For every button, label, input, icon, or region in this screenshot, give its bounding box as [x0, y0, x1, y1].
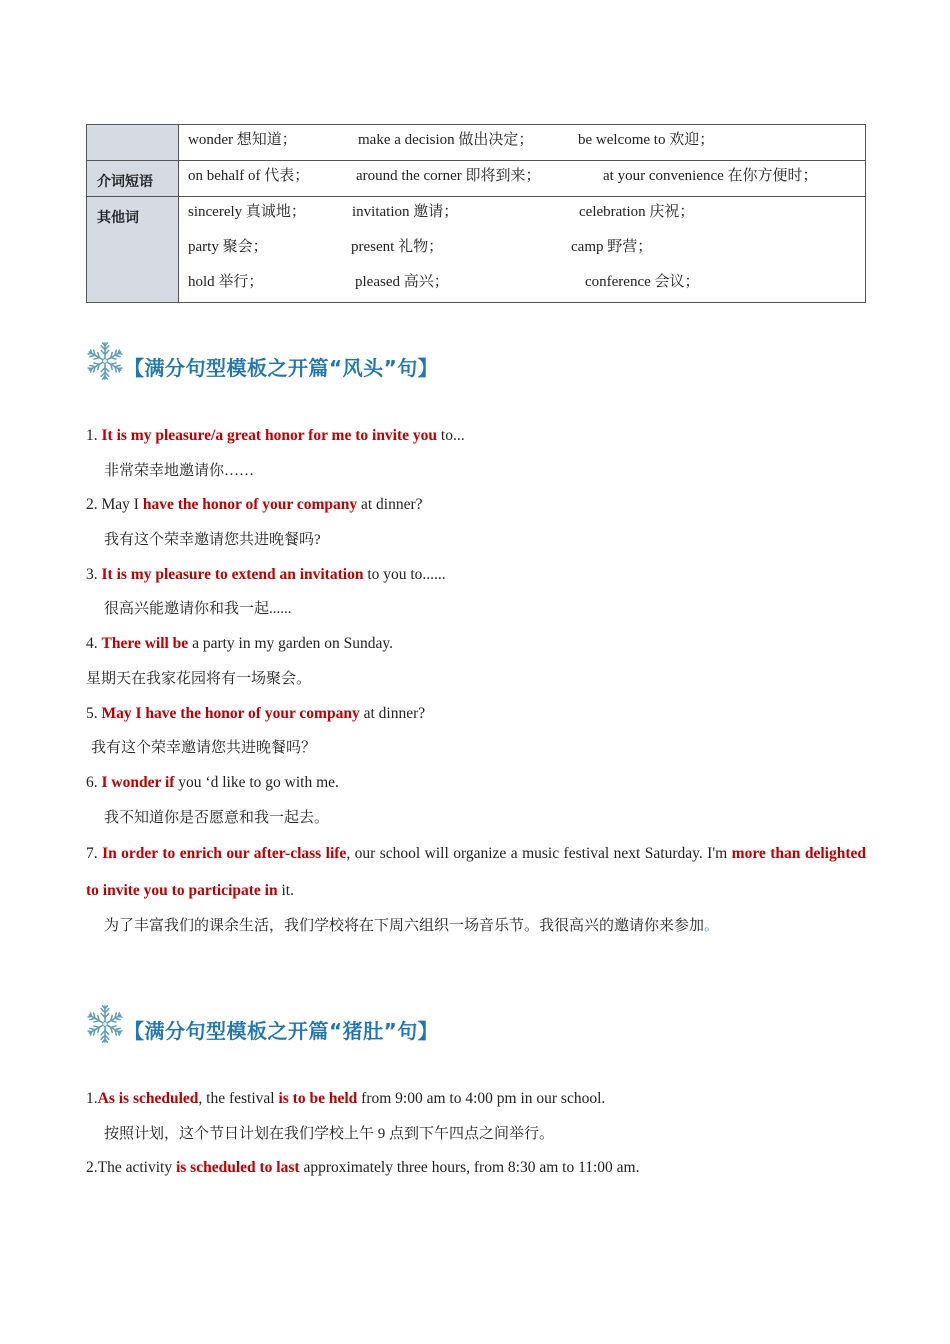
- vocab-line: [188, 267, 865, 302]
- key-phrase: is scheduled to last: [175, 1159, 300, 1177]
- sentence-text: at dinner?: [359, 704, 426, 722]
- translation-text: 我有这个荣幸邀请您共进晚餐吗？: [91, 740, 317, 757]
- vocab-line: [188, 232, 865, 267]
- sentence-text: approximately three hours, from 8:30 am to 11:00 am.: [299, 1159, 640, 1177]
- vocab-category: 介词短语: [87, 161, 179, 197]
- sentence-text: you ‘d like to go with me.: [174, 773, 339, 791]
- sentence-chinese: [86, 731, 866, 766]
- translation-tail: 。: [704, 918, 720, 935]
- vocab-entries: [179, 197, 866, 303]
- translation-text: 我有这个荣幸邀请您共进晚餐吗?: [104, 532, 321, 549]
- vocab-term: wonder 想知道；: [188, 132, 297, 148]
- sentence-text: 6.: [86, 773, 102, 791]
- snowflake-icon: [84, 339, 126, 383]
- key-phrase: There will be: [101, 635, 189, 653]
- vocab-term: make a decision 做出决定；: [358, 132, 534, 148]
- sentence-chinese: [86, 909, 866, 944]
- sentence-english: [86, 1082, 866, 1117]
- sentence-text: 5.: [86, 704, 102, 722]
- key-phrase: May I have the honor of your company: [101, 704, 360, 722]
- vocab-entries: [179, 161, 866, 197]
- sentence-chinese: [86, 1117, 866, 1152]
- sentence-english: [86, 488, 866, 523]
- vocab-row: [87, 197, 866, 303]
- key-phrase: In order to enrich our after-class life: [102, 845, 347, 863]
- vocab-term: on behalf of 代表；: [188, 168, 310, 184]
- vocab-term: present 礼物；: [351, 239, 444, 255]
- sentence-text: 1.: [86, 427, 102, 444]
- sentence-chinese: [86, 523, 866, 558]
- key-phrase: I wonder if: [101, 773, 175, 791]
- sentence-english: [86, 419, 866, 454]
- vocab-term: invitation 邀请；: [352, 204, 459, 220]
- sentence-chinese: [86, 801, 866, 836]
- sentence-text: 3.: [86, 565, 102, 583]
- sentence-text: 2. May I: [86, 496, 143, 514]
- vocab-entries: [179, 125, 866, 161]
- vocab-term: sincerely 真诚地；: [188, 204, 306, 220]
- sentence-english: [86, 697, 866, 732]
- vocab-term: pleased 高兴；: [355, 274, 449, 290]
- sentence-english: [86, 766, 866, 801]
- vocab-term: at your convenience 在你方便时；: [603, 168, 818, 184]
- section-title: 【满分句型模板之开篇“猪肚”句】: [124, 1018, 439, 1043]
- sentence-english: [86, 835, 866, 909]
- vocabulary-table: [86, 124, 866, 303]
- sentence-text: 7.: [86, 845, 103, 863]
- translation-text: 按照计划，这个节日计划在我们学校上午 9 点到下午四点之间举行。: [104, 1125, 555, 1142]
- sentence-text: to...: [437, 427, 465, 444]
- section-title: 【满分句型模板之开篇“风头”句】: [124, 356, 439, 380]
- sentence-text: 2.The activity: [86, 1159, 176, 1177]
- document-page: [86, 124, 866, 1186]
- sentence-text: a party in my garden on Sunday.: [188, 635, 393, 653]
- sentence-text: , the festival: [198, 1089, 279, 1107]
- sentence-text: 4.: [86, 635, 102, 653]
- key-phrase: It is my pleasure to extend an invitation: [101, 565, 364, 583]
- sentence-list: [86, 1082, 866, 1186]
- sentence-english: [86, 558, 866, 593]
- section-heading: [86, 339, 866, 385]
- key-phrase: It is my pleasure/a great honor for me to invite you: [101, 427, 438, 444]
- sentence-chinese: [86, 454, 866, 489]
- sentence-text: to you to......: [363, 565, 446, 583]
- sentence-text: at dinner?: [357, 496, 423, 514]
- translation-text: 我不知道你是否愿意和我一起去。: [104, 809, 330, 826]
- vocab-term: camp 野营；: [571, 239, 653, 255]
- vocab-line: [188, 125, 865, 160]
- sentence-text: 1.: [86, 1089, 98, 1107]
- vocab-term: hold 举行；: [188, 274, 264, 290]
- sentence-chinese: [86, 662, 866, 697]
- translation-text: 非常荣幸地邀请你……: [104, 462, 255, 479]
- sentence-list: [86, 419, 866, 944]
- sentence-chinese: [86, 592, 866, 627]
- vocab-line: [188, 197, 865, 232]
- vocab-term: celebration 庆祝；: [579, 204, 695, 220]
- vocab-term: be welcome to 欢迎；: [578, 132, 715, 148]
- translation-text: 很高兴能邀请你和我一起......: [104, 601, 292, 618]
- vocab-row: [87, 161, 866, 197]
- key-phrase: As is scheduled: [97, 1089, 199, 1107]
- key-phrase: more than delighted to invite you to participate in: [86, 845, 866, 900]
- vocab-term: party 聚会；: [188, 239, 268, 255]
- key-phrase: is to be held: [278, 1089, 358, 1107]
- section-heading: [86, 1002, 866, 1048]
- sentence-english: [86, 1151, 866, 1186]
- sentence-text: , our school will organize a music festival next Saturday. I'm: [346, 845, 732, 863]
- vocab-category: 其他词: [87, 197, 179, 303]
- sentence-english: [86, 627, 866, 662]
- vocab-category: [87, 125, 179, 161]
- vocab-row: [87, 125, 866, 161]
- vocab-term: conference 会议；: [585, 274, 700, 290]
- sentence-text: from 9:00 am to 4:00 pm in our school.: [357, 1089, 606, 1107]
- sentence-text: it.: [277, 882, 294, 900]
- key-phrase: have the honor of your company: [142, 496, 358, 514]
- vocab-line: [188, 161, 865, 196]
- translation-text: 为了丰富我们的课余生活，我们学校将在下周六组织一场音乐节。我很高兴的邀请你来参加: [104, 918, 705, 935]
- vocab-term: around the corner 即将到来；: [356, 168, 541, 184]
- snowflake-icon: [84, 1002, 126, 1046]
- translation-text: 星期天在我家花园将有一场聚会。: [86, 670, 312, 687]
